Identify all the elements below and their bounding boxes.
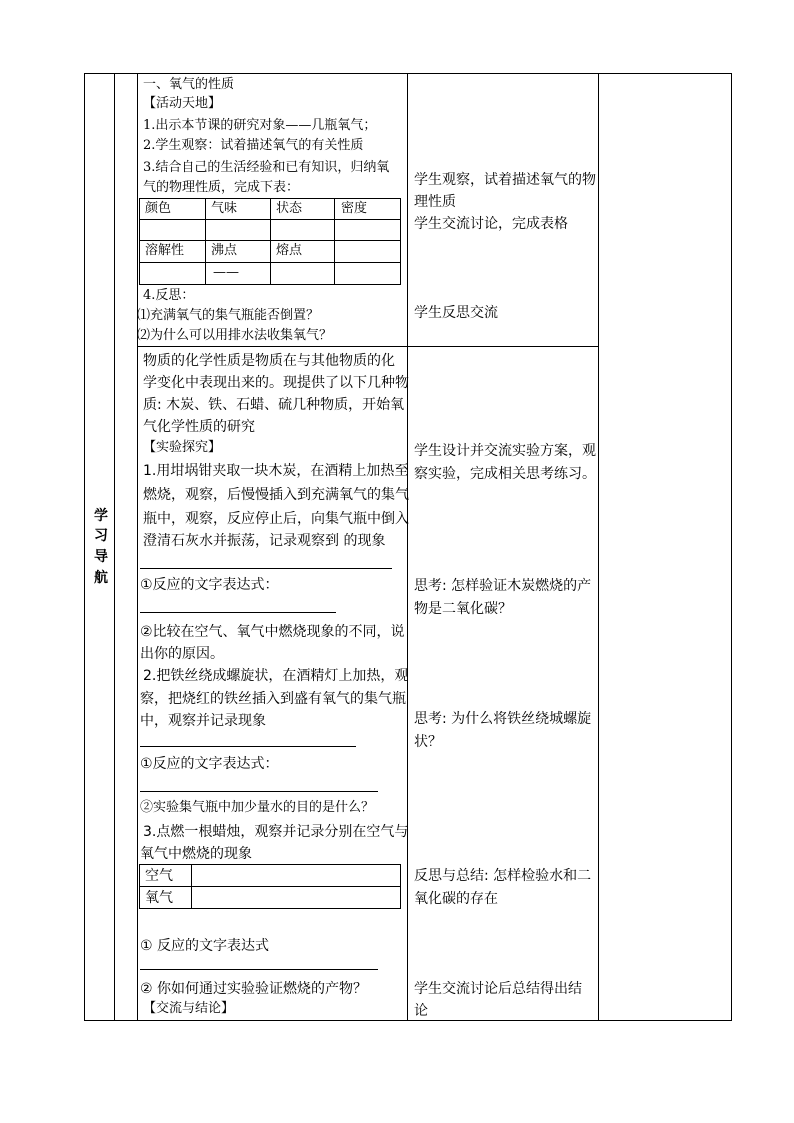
property-table-line (400, 198, 401, 285)
step-3-line2: 气的物理性质，完成下表： (143, 180, 300, 195)
student-activity-text: 察实验，完成相关思考练习。 (414, 466, 596, 482)
experiment-2-question-2: ②实验集气瓶中加少量水的目的是什么？ (140, 800, 375, 815)
side-label-char: 航 (94, 570, 108, 586)
experiment-3-line: 3.点燃一根蜡烛，观察并记录分别在空气与 (143, 824, 409, 840)
step-1: 1.出示本节课的研究对象——几瓶氧气； (143, 118, 377, 133)
answer-line (140, 746, 356, 747)
table-cell-density: 密度 (341, 201, 368, 216)
reflection-question-2: ⑵为什么可以用排水法收集氧气？ (137, 328, 333, 343)
candle-table-line (139, 864, 400, 865)
property-table-line (334, 198, 335, 285)
step-3-line1: 3.结合自己的生活经验和已有知识，归纳氧 (143, 160, 390, 175)
reflection-summary: 反思与总结: 怎样检验水和二 (414, 868, 592, 884)
reflection-heading: 4.反思： (143, 288, 195, 303)
experiment-1-line: 瓶中，观察，反应停止后，向集气瓶中倒入 (143, 511, 409, 527)
student-activity-text: 论 (414, 1003, 428, 1019)
side-label-char: 习 (94, 528, 108, 544)
table-bottom-border (84, 1020, 732, 1021)
candle-table-line (139, 864, 140, 909)
reflection-question-1: ⑴充满氧气的集气瓶能否倒置？ (137, 308, 320, 323)
side-label-char: 学 (94, 508, 108, 524)
explore-heading: 【实验探究】 (143, 440, 222, 455)
experiment-2-line: 中，观察并记录现象 (140, 713, 266, 729)
col-divider-4 (598, 73, 599, 1021)
activity-heading: 【活动天地】 (143, 96, 222, 111)
table-top-border (84, 73, 732, 74)
table-cell-state: 状态 (276, 201, 303, 216)
answer-line (140, 969, 378, 970)
thinking-prompt: 思考: 为什么将铁丝绕城螺旋 (414, 711, 592, 727)
thinking-prompt: 状？ (414, 734, 442, 750)
student-activity-text: 学生交流讨论后总结得出结 (414, 981, 582, 997)
row-divider (137, 346, 598, 347)
step-2: 2.学生观察：试着描述氧气的有关性质 (143, 138, 364, 153)
candle-table-cell-air: 空气 (145, 868, 173, 884)
experiment-1-question-2: ②比较在空气、氧气中燃烧现象的不同，说 (140, 624, 405, 640)
section-title: 一、氧气的性质 (143, 77, 235, 92)
experiment-2-question-1: ①反应的文字表达式： (140, 756, 279, 772)
property-table-line (139, 198, 140, 285)
experiment-1-line: 1.用坩埚钳夹取一块木炭，在酒精上加热至 (143, 463, 409, 479)
table-cell-solubility: 溶解性 (145, 243, 185, 258)
experiment-1-question-2: 出你的原因。 (140, 646, 224, 662)
property-table-line (205, 198, 206, 285)
student-activity-text: 理性质 (414, 194, 456, 210)
answer-line (140, 612, 336, 613)
property-table-line (270, 198, 271, 285)
experiment-1-line: 燃烧，观察，后慢慢插入到充满氧气的集气 (143, 487, 409, 503)
conclusion-heading: 【交流与结论】 (143, 1001, 235, 1016)
table-cell-odor: 气味 (211, 201, 238, 216)
reflection-summary: 氧化碳的存在 (414, 891, 498, 907)
col-divider-3 (407, 73, 408, 1021)
student-activity-text: 学生设计并交流实验方案，观 (414, 443, 596, 459)
experiment-2-line: 察，把烧红的铁丝插入到盛有氧气的集气瓶 (140, 691, 406, 707)
intro-line: 质: 木炭、铁、石蜡、硫几种物质，开始氧 (143, 397, 405, 413)
candle-table-line (139, 908, 400, 909)
experiment-1-line: 澄清石灰水并振荡，记录观察到 的现象 (143, 533, 386, 549)
thinking-prompt: 物是二氧化碳？ (414, 601, 512, 617)
table-left-border (84, 73, 85, 1021)
experiment-3-question-2: ② 你如何通过实验验证燃烧的产物？ (140, 981, 368, 997)
table-cell-color: 颜色 (145, 201, 172, 216)
candle-table-line (400, 864, 401, 909)
answer-line (140, 568, 392, 569)
col-divider-2 (137, 73, 138, 1021)
candle-table-line (139, 886, 400, 887)
student-activity-text: 学生反思交流 (414, 305, 498, 321)
experiment-3-question-1: ① 反应的文字表达式 (140, 938, 270, 954)
side-label-char: 导 (94, 549, 108, 565)
candle-table-line (191, 864, 192, 909)
experiment-2-line: 2.把铁丝绕成螺旋状，在酒精灯上加热，观 (143, 668, 409, 684)
intro-line: 物质的化学性质是物质在与其他物质的化 (143, 353, 395, 369)
table-cell-dash: —— (213, 265, 239, 280)
table-cell-melting-point: 熔点 (276, 243, 303, 258)
student-activity-text: 学生交流讨论，完成表格 (414, 216, 568, 232)
table-cell-boiling-point: 沸点 (211, 243, 238, 258)
experiment-3-line: 氧气中燃烧的现象 (140, 846, 252, 862)
answer-line (140, 791, 378, 792)
intro-line: 学变化中表现出来的。现提供了以下几种物 (143, 375, 409, 391)
col-divider-1 (114, 73, 115, 1021)
table-right-border (731, 73, 732, 1021)
thinking-prompt: 思考: 怎样验证木炭燃烧的产 (414, 578, 592, 594)
intro-line: 气化学性质的研究 (143, 419, 255, 435)
experiment-1-question-1: ①反应的文字表达式： (140, 577, 279, 593)
student-activity-text: 学生观察，试着描述氧气的物 (414, 172, 596, 188)
candle-table-cell-oxygen: 氧气 (145, 890, 173, 906)
